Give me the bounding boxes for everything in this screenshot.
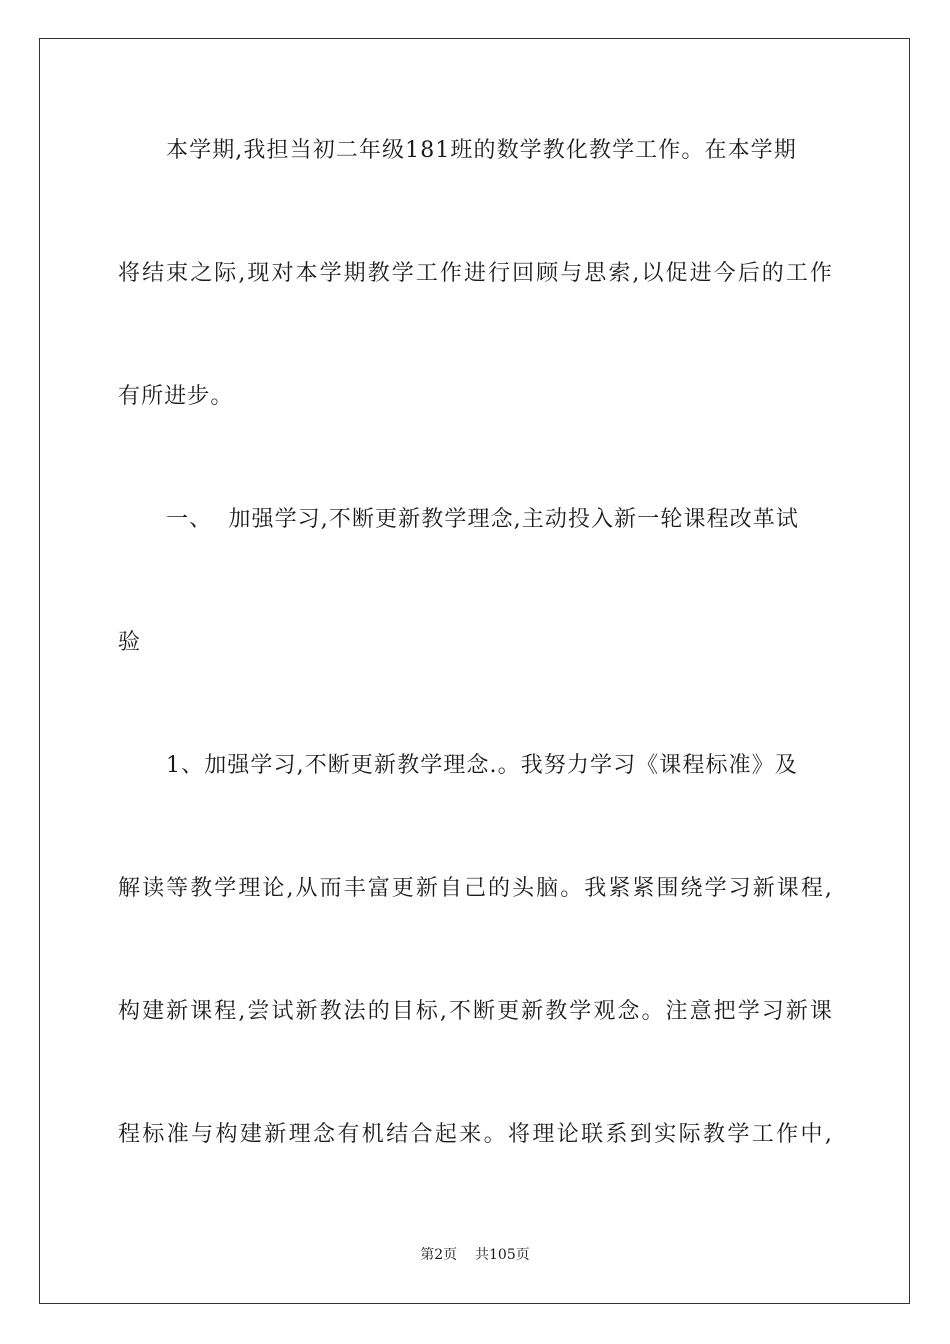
paragraph-2-line-4: 程标准与构建新理念有机结合起来。将理论联系到实际教学工作中, xyxy=(118,1122,833,1147)
section-heading-line-1: 一、 加强学习,不断更新教学理念,主动投入新一轮课程改革试 xyxy=(166,507,799,532)
paragraph-2-line-2: 解读等教学理论,从而丰富更新自己的头脑。我紧紧围绕学习新课程, xyxy=(118,876,833,901)
page-total: 共105页 xyxy=(475,1247,530,1263)
paragraph-1-line-3: 有所进步。 xyxy=(118,384,234,409)
paragraph-2-line-3: 构建新课程,尝试新教法的目标,不断更新教学观念。注意把学习新课 xyxy=(118,999,833,1024)
page-number: 第2页 xyxy=(420,1247,458,1263)
page-footer xyxy=(0,1246,950,1264)
page-border xyxy=(39,38,910,1304)
section-heading-line-2: 验 xyxy=(118,630,142,655)
paragraph-2-line-1: 1、加强学习,不断更新教学理念.。我努力学习《课程标准》及 xyxy=(166,753,798,778)
paragraph-1-line-2: 将结束之际,现对本学期教学工作进行回顾与思索,以促进今后的工作 xyxy=(118,261,833,286)
paragraph-1-line-1: 本学期,我担当初二年级181班的数学教化教学工作。在本学期 xyxy=(166,138,797,163)
